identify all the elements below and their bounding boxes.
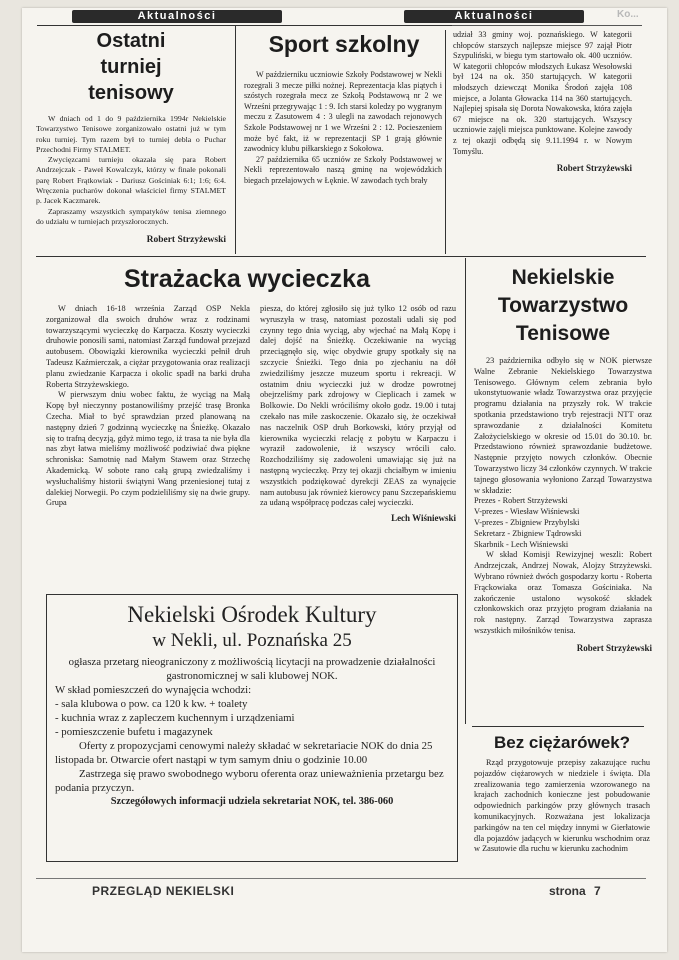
section-rule: [472, 726, 644, 727]
newspaper-page: [22, 8, 667, 952]
page-label: [549, 884, 601, 898]
board-member: Sekretarz - Zbigniew Tądrowski: [474, 528, 582, 538]
article-sport: [244, 30, 632, 185]
article-paragraph: W dniach 16-18 września Zarząd OSP Nekla zorganizował dla swoich druhów wraz z rodzinami towarzyszącymi wycieczkę do Karpacza. Koszty wycieczki druhowie ponosili sami, natomiast Zarząd fundował przejazd autobusem. Obowiązki kierownika wycieczki pełnił druh Tadeusz Kaźmierczak, a ciężar przygotowania oraz realizacji planu zwiedzanie Karpacza i okolic spadł na barki druha Roberta Strzyżewskiego.: [46, 304, 250, 389]
faded-header-text: Ko...: [617, 9, 639, 20]
page-number: 7: [594, 884, 601, 898]
article-paragraph: W dniach od 1 do 9 października 1994r Nekielskie Towarzystwo Tenisowe zorganizowało ostatni już w tym roku turniej. Tym razem był to turniej debla o Puchar Przechodni Firmy STALMET.: [36, 114, 226, 154]
article-author: Robert Strzyżewski: [576, 642, 652, 653]
article-paragraph: W pierwszym dniu wobec faktu, że wyciąg na Małą Kopę był nieczynny postanowiliśmy przejść trasę Bronka Czecha. Miał to być sprawdzian przed planowaną na następny dzień 7 godzinną wycieczkę na Śnieżkę. Okazało się to trafną decyzją, gdyż mimo tego, iż trasa ta nie była dla nas zbyt łatwa mieliśmy możliwość podziwiać dwa piękne schroniska: Samotnię nad Małym Stawem oraz Strzechę Akademicką. W sobote rano całą grupą zwiedzaliśmy i wysłuchaliśmy historii świątyni Wang przeniesionej tutaj z dalekiej Norwegii. Po czym podzieliliśmy się na dwie grupy. Grupa: [46, 390, 250, 508]
article-turniej: [36, 28, 226, 245]
ad-rooms-header: W skład pomieszczeń do wynajęcia wchodzi:: [55, 684, 252, 696]
article-title: Bez ciężarówek?: [493, 733, 631, 752]
article-paragraph: piesza, do której zgłosiło się już tylko 12 osób od razu wyruszyła w trasę, natomiast pozostali udali się pod czynny tego dnia wyciąg, aby wjechać na Małą Kopę i dalej dojść na Śnieżkę. Oczekiwanie na wyciąg przeciągnęło się, więc obydwie grupy spotkały się na szczycie Śnieżki. Tego dnia po zjechaniu na dół zwiedziliśmy jeszcze muzeum sportu i rekreacji. W ostatnim dniu wycieczki już w drodze powrotnej obejrzeliśmy park zdrojowy w Cieplicach i zamek w Bolkowie. Do Nekli wróciliśmy około godz. 19.00 i tutaj czekało nas miłe zaskoczenie. Okazało się, że oczekiwał nas naczelnik OSP druh Borkowski, który przyjął od kierownika wycieczki relację z pobytu w Karpaczu i wyraził zadowolenie, iż wszyscy wrócili cało. Rozchodziliśmy się zadowoleni umawiając się już na następną wycieczkę. Przy tej okazji chciałbym w imieniu wszystkich podziękować dyrekcji ZEAS za wynajęcie nam autobusu jak również kierowcy panu Szczepańskiemu za udaną współpracę podczas całej wycieczki.: [260, 304, 456, 508]
top-rule: [37, 25, 452, 26]
column-rule: [465, 258, 466, 724]
board-member: Skarbnik - Lech Wiśniewski: [474, 539, 569, 549]
article-title: Ostatni turniej tenisowy: [88, 30, 174, 104]
section-header-right: Aktualności: [404, 10, 584, 23]
article-title: Strażacka wycieczka: [123, 265, 370, 293]
article-paragraph: 23 października odbyło się w NOK pierwsze Walne Zebranie Nekielskiego Towarzystwa Tenisowego. Głównym celem zebrania było ukonstytuowanie władz Towarzystwa oraz przyjęcie programu działania na przyszły rok. W trakcie spotkania przedstawiono tryb rejestracji NTT oraz sprawozdanie z działalności Komitetu Założycielskiego w okresie od 15.01 do 30.10. br. Przedstawiono również sprawozdanie budżetowe. Następnie przyjęto nowych członków. Obecnie Towarzystwo liczy 34 członków czynnych. W trakcie tajnego głosowania wyłoniono Zarząd Towarzystwa w składzie:: [474, 356, 652, 495]
article-title: Sport szkolny: [268, 31, 420, 57]
board-member: V-prezes - Wiesław Wiśniewski: [474, 507, 580, 517]
ad-contact: Szczegółowych informacji udziela sekretariat NOK, tel. 386-060: [110, 796, 394, 807]
article-wycieczka: [38, 264, 456, 524]
article-title: Nekielskie Towarzystwo Tenisowe: [497, 266, 629, 345]
ad-room-item: - sala klubowa o pow. ca 120 k kw. + toalety: [55, 698, 248, 710]
ad-reserve: Zastrzega się prawo swobodnego wyboru oferenta oraz unieważnienia przetargu bez podania przyczyn.: [55, 768, 444, 794]
ad-title: Nekielski Ośrodek Kultury: [127, 602, 377, 627]
footer-rule: [36, 878, 646, 879]
article-paragraph: Zwycięzcami turnieju okazała się para Robert Andrzejczak - Paweł Kowalczyk, którzy w finale pokonali parę Robert Frątkowiak - Dariusz Gościniak 6:1; 1:6; 6:4. Wręczenia pucharów dokonał właściciel firmy STALMET p. Jacek Kaczmarek.: [36, 155, 226, 206]
article-paragraph: udział 33 gminy woj. poznańskiego. W kategorii chłopców starszych najlepsze miejsce 97 zajął Piotr Szypuliński, w biegu tym startowało ok. 400 uczniów. W kategorii chłopców młodszych Łukasz Wesołowski był 124 na ok. 350 startujących. W kategorii młodszych dziewcząt Monika Środoń zajęła 108 miejsce, a Jolanta Głowacka 114 na 360 startujących. Najlepiej spisała się Dorota Nowakowska, która zajęła 67 miejsce na ok. 320 startujących. Wszyscy uczniowie zajęli miejsca punktowane. Kolejne zawody z tej okazji odbędą się 9.11.1994 r. w Nowym Tomyślu.: [453, 30, 632, 156]
ad-intro: ogłasza przetarg nieograniczony z możliwością licytacji na prowadzenie działalności gastronomicznej w sali klubowej NOK.: [68, 656, 436, 682]
nok-advertisement: [46, 594, 458, 862]
article-author: Lech Wiśniewski: [391, 513, 456, 524]
ad-room-item: - pomieszczenie bufetu i magazynek: [55, 726, 213, 738]
board-member: Prezes - Robert Strzyżewski: [474, 496, 568, 506]
section-header-left: Aktualności: [72, 10, 282, 23]
ad-offers: Oferty z propozycjami cenowymi należy składać w sekretariacie NOK do dnia 25 listopada br. Otwarcie ofert nastąpi w tym samym dniu o godzinie 10.00: [55, 740, 433, 766]
article-paragraph: Rząd przygotowuje przepisy zakazujące ruchu pojazdów ciężarowych w niedziele i święta. Dla zrealizowania tego zamierzenia wzorowanego na krajach zachodnich konieczne jest pobudowanie odpowiednich parkingów przy głównych trasach komunikacyjnych. Rozważana jest lokalizacja parkingów na ten cel między innymi w Gierłatowie dla pojazdów jadących w kierunku wschodnim oraz w Zasutowie dla ruchu w kierunku zachodnim: [474, 758, 650, 854]
article-ntt: [474, 264, 652, 653]
article-ciezarowki: [474, 732, 650, 855]
article-author: Robert Strzyżewski: [556, 163, 632, 174]
article-paragraph: Zapraszamy wszystkich sympatyków tenisa ziemnego do udziału w turniejach przyszłorocznych.: [36, 206, 226, 226]
publication-name: PRZEGLĄD NEKIELSKI: [92, 884, 235, 898]
top-rule-right: [452, 25, 642, 26]
section-rule: [36, 256, 646, 257]
article-paragraph: W skład Komisji Rewizyjnej weszli: Robert Andrzejczak, Andrzej Nowak, Alojzy Strzyżewski. Wybrano również dwóch gospodarzy kortu - Roberta Frąckowiaka oraz Tomasza Gościniaka. Na zakończenie ustalono wysokość składek członkowskich oraz przyjęto program działania na rok następny. Zarząd Towarzystwa zaprasza wszystkich miłośników tenisa.: [474, 550, 652, 635]
article-paragraph: W październiku uczniowie Szkoły Podstawowej w Nekli rozegrali 3 mecze piłki nożnej. Reprezentacja klas piątych i szóstych rozegrała mecz ze Szkołą Podstawową nr 2 we Wrześni przegrywając 1 : 9. Ich starsi koledzy po wygranym meczu z Zasutowem 4 : 3 ulegli na zawodach rejonowych Szkole Podstawowej nr 1 we Wrześni 2 : 12. Pocieszeniem może być fakt, iż w reprezentacji SP 1 grają głównie zawodnicy klubu piłkarskiego z Sokołowa.: [244, 70, 442, 154]
article-author: Robert Strzyżewski: [146, 235, 226, 246]
ad-address: w Nekli, ul. Poznańska 25: [152, 630, 352, 651]
column-rule: [235, 26, 236, 254]
page-label-text: strona: [549, 884, 586, 898]
ad-room-item: - kuchnia wraz z zapleczem kuchennym i urządzeniami: [55, 712, 295, 724]
column-rule: [445, 30, 446, 254]
board-member: V-prezes - Zbigniew Przybylski: [474, 517, 580, 527]
article-paragraph: 27 października 65 uczniów ze Szkoły Podstawowej w Nekli reprezentowało naszą gminę na wojewódzkich biegach przełajowych w Łęknie. W zawodach tych brały: [244, 154, 442, 185]
